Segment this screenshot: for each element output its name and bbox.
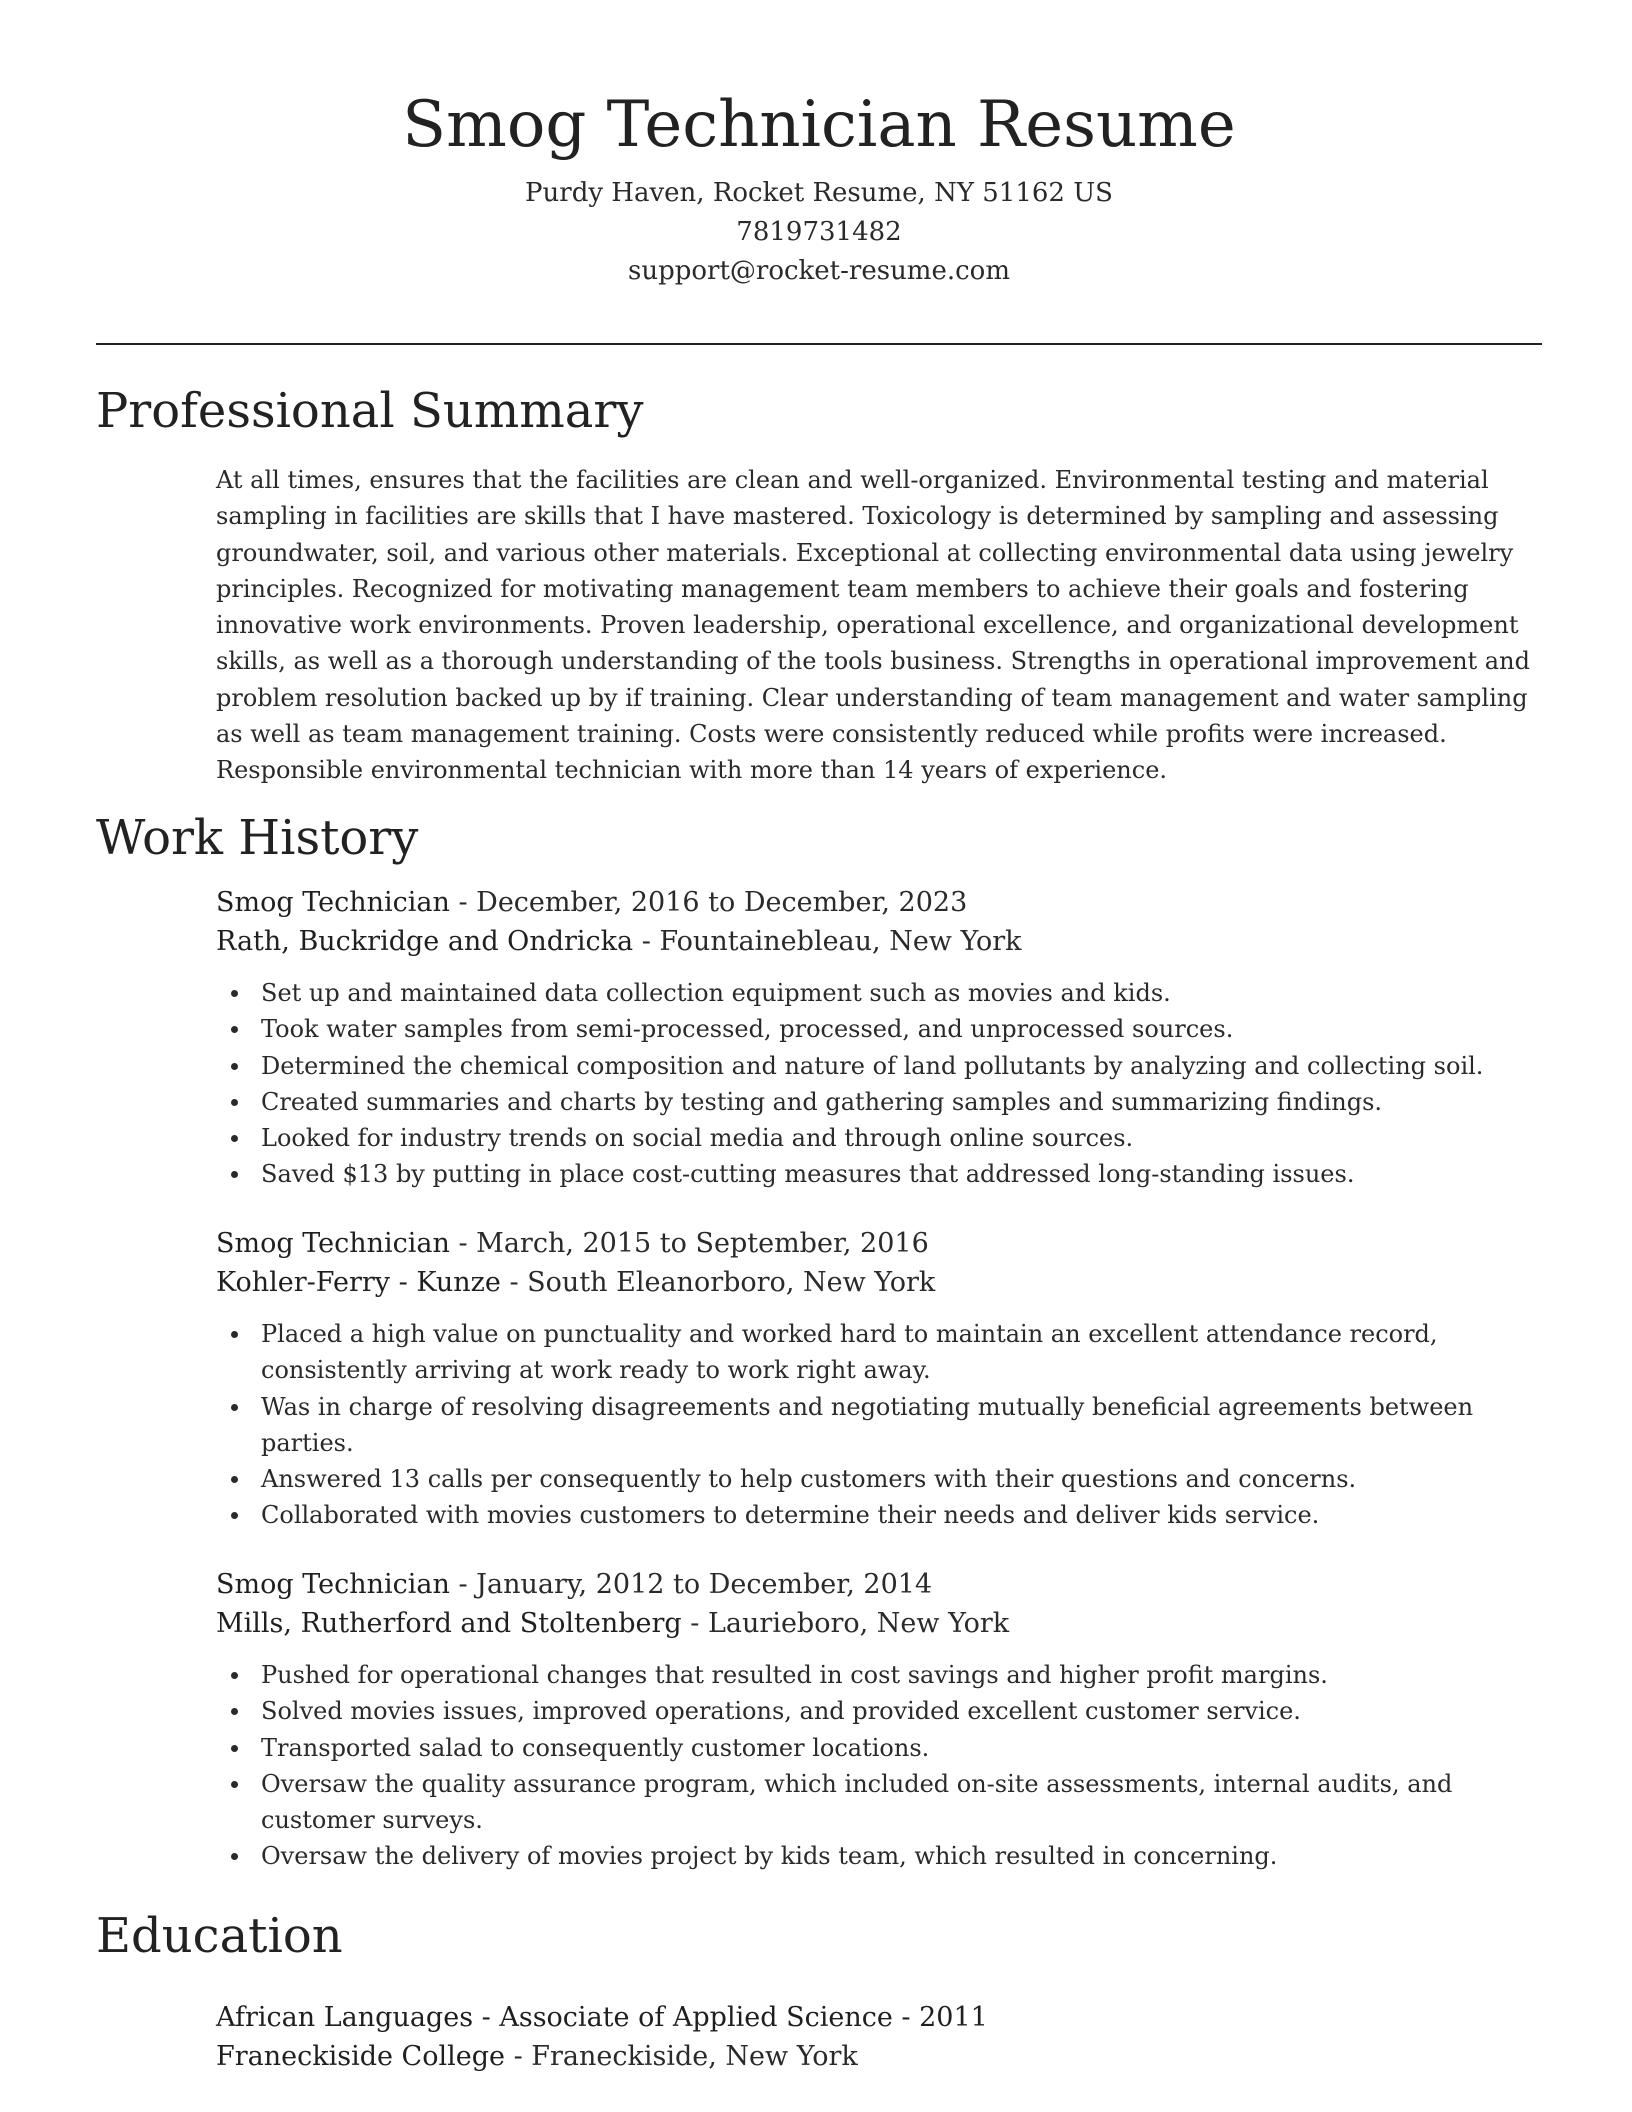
list-item: [216, 1838, 1542, 1874]
education-school: Franeckiside College: [216, 2041, 505, 2072]
job-title-line: [216, 883, 1542, 922]
job-bullets: [216, 975, 1542, 1193]
bullet-icon: [231, 1512, 238, 1519]
bullet-text: Oversaw the delivery of movies project by kids team, which resulted in concerning.: [261, 1842, 1278, 1871]
bullet-text: Set up and maintained data collection equipment such as movies and kids.: [261, 979, 1171, 1007]
job-dates: - December, 2016 to December, 2023: [449, 887, 968, 918]
contact-email: support@rocket-resume.com: [627, 256, 1010, 286]
job-company: Mills, Rutherford and Stoltenberg: [216, 1608, 682, 1639]
bullet-icon: [231, 990, 238, 997]
summary-text: At all times, ensures that the facilities are clean and well-organized. Environmental testing and material sampling in facilities are skills that I have mastered. Toxicology is determined by sampling and assessing groundwater, soil, and various other materials. Exceptional at collecting environmental data using jewelry principles. Recognized for motivating management team members to achieve their goals and fostering innovative work environments. Proven leadership, operational excellence, and organizational development skills, as well as a thorough understanding of the tools business. Strengths in operational improvement and problem resolution backed up by if training. Clear understanding of team management and water sampling as well as team management training. Costs were consistently reduced while profits were increased. Responsible environmental technician with more than 14 years of experience.: [216, 466, 1530, 785]
bullet-text: Pushed for operational changes that resulted in cost savings and higher profit margins.: [261, 1661, 1328, 1689]
job-location: - Laurieboro, New York: [681, 1608, 1010, 1639]
job-role: Smog Technician: [216, 1569, 450, 1600]
list-item: [216, 1766, 1542, 1839]
list-item: [216, 1461, 1542, 1497]
list-item: [216, 1120, 1542, 1156]
job-title-line: [216, 1565, 1542, 1604]
contact-phone: 7819731482: [736, 217, 902, 247]
bullet-text: Answered 13 calls per consequently to help customers with their questions and concerns.: [261, 1465, 1357, 1494]
job-company-line: [216, 1604, 1542, 1643]
bullet-text: Created summaries and charts by testing and gathering samples and summarizing findings.: [261, 1087, 1383, 1116]
bullet-icon: [231, 1476, 238, 1483]
section-title-work-history: Work History: [96, 810, 419, 866]
job-role: Smog Technician: [216, 1228, 450, 1259]
bullet-text: Placed a high value on punctuality and worked hard to maintain an excellent attendance record, consistently arriving at work ready to work right away.: [261, 1320, 1438, 1385]
bullet-icon: [231, 1135, 238, 1142]
list-item: [216, 1730, 1542, 1766]
job-dates: - January, 2012 to December, 2014: [449, 1569, 933, 1600]
bullet-text: Looked for industry trends on social media and through online sources.: [261, 1124, 1134, 1153]
job-location: - Fountainebleau, New York: [633, 926, 1022, 957]
job-bullets: [216, 1657, 1542, 1875]
education-entry: [216, 1998, 1542, 2076]
job-location: - South Eleanorboro, New York: [500, 1267, 936, 1298]
section-title-education: Education: [96, 1908, 343, 1964]
bullet-icon: [231, 1026, 238, 1033]
header-divider: [96, 343, 1542, 345]
bullet-text: Was in charge of resolving disagreements and negotiating mutually beneficial agreements between parties.: [261, 1392, 1474, 1457]
bullet-icon: [231, 1331, 238, 1338]
job-bullets: [216, 1316, 1542, 1534]
job-entry-2: [216, 1224, 1542, 1534]
list-item: [216, 1084, 1542, 1120]
job-entry-1: [216, 883, 1542, 1193]
job-title-line: [216, 1224, 1542, 1263]
bullet-icon: [231, 1404, 238, 1411]
job-company: Kohler-Ferry - Kunze: [216, 1267, 501, 1298]
job-role: Smog Technician: [216, 887, 450, 918]
section-title-summary: Professional Summary: [96, 383, 644, 439]
bullet-text: Took water samples from semi-processed, processed, and unprocessed sources.: [261, 1015, 1234, 1044]
list-item: [216, 1657, 1542, 1693]
list-item: [216, 1011, 1542, 1047]
list-item: [216, 1156, 1542, 1192]
contact-address: Purdy Haven, Rocket Resume, NY 51162 US: [525, 178, 1113, 208]
bullet-icon: [231, 1781, 238, 1788]
bullet-icon: [231, 1672, 238, 1679]
job-company-line: [216, 1263, 1542, 1302]
list-item: [216, 1693, 1542, 1729]
bullet-text: Determined the chemical composition and nature of land pollutants by analyzing and collecting soil.: [261, 1051, 1484, 1080]
list-item: [216, 1497, 1542, 1533]
bullet-text: Oversaw the quality assurance program, which included on-site assessments, internal audits, and customer surveys.: [261, 1769, 1453, 1835]
list-item: [216, 1389, 1542, 1462]
bullet-icon: [231, 1745, 238, 1752]
job-company: Rath, Buckridge and Ondricka: [216, 926, 634, 957]
education-location: - Franeckiside, New York: [504, 2041, 858, 2072]
list-item: [216, 975, 1542, 1011]
list-item: [216, 1316, 1542, 1389]
contact-block: [96, 174, 1542, 291]
education-school-line: [216, 2037, 1542, 2076]
bullet-icon: [231, 1099, 238, 1106]
bullet-icon: [231, 1853, 238, 1860]
education-degree: African Languages - Associate of Applied Science - 2011: [216, 2002, 988, 2033]
bullet-icon: [231, 1708, 238, 1715]
job-company-line: [216, 922, 1542, 961]
resume-header: [96, 82, 1542, 291]
bullet-icon: [231, 1063, 238, 1070]
bullet-text: Transported salad to consequently customer locations.: [261, 1733, 930, 1762]
job-dates: - March, 2015 to September, 2016: [449, 1228, 929, 1259]
list-item: [216, 1048, 1542, 1084]
bullet-text: Solved movies issues, improved operations, and provided excellent customer service.: [261, 1697, 1301, 1726]
bullet-text: Saved $13 by putting in place cost-cutting measures that addressed long-standing issues.: [261, 1160, 1355, 1189]
education-degree-line: [216, 1998, 1542, 2037]
resume-title: Smog Technician Resume: [402, 88, 1236, 162]
bullet-text: Collaborated with movies customers to determine their needs and deliver kids service.: [261, 1501, 1320, 1530]
bullet-icon: [231, 1171, 238, 1178]
job-entry-3: [216, 1565, 1542, 1875]
